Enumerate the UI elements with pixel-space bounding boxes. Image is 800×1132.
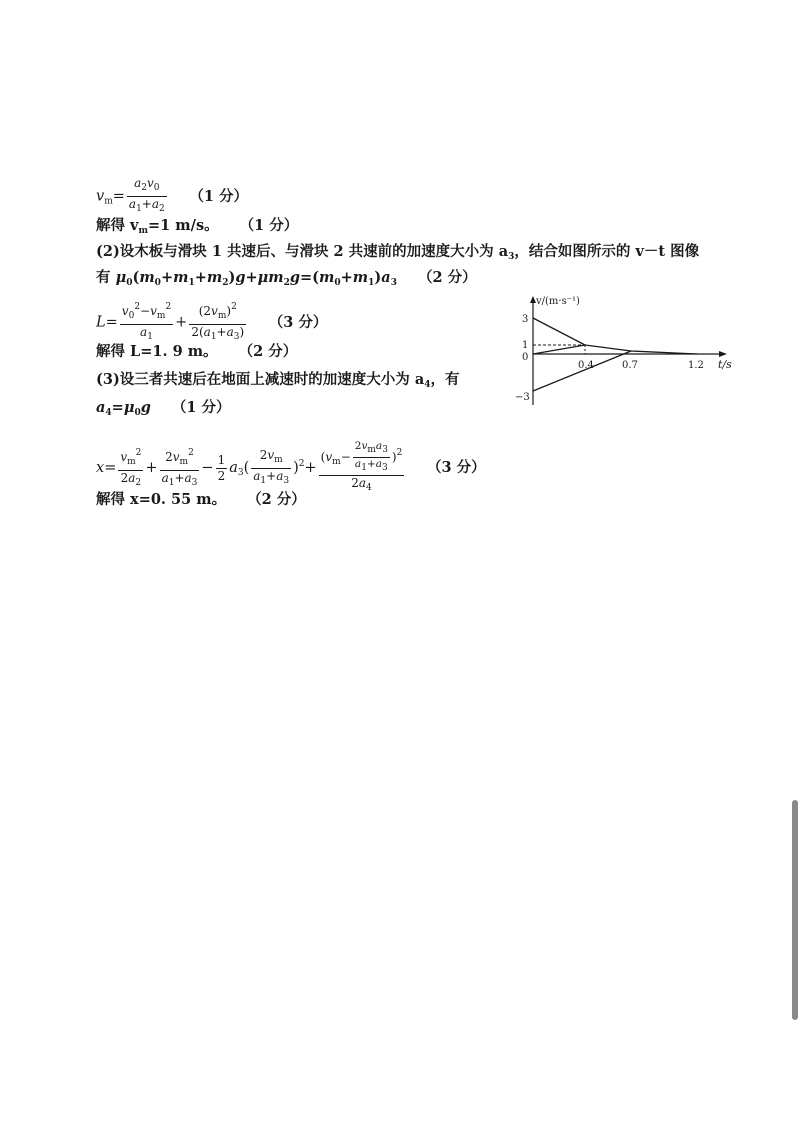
part2-text-tail: ，结合如图所示的 v－t 图像 bbox=[514, 243, 700, 260]
y-tick-0: 0 bbox=[522, 352, 529, 363]
line-slider-1 bbox=[533, 345, 585, 354]
part3-text: (3)设三者共速后在地面上减速时的加速度大小为 $a_4$，有 bbox=[96, 371, 460, 390]
a4-score: （1 分） bbox=[171, 399, 231, 416]
part2-text: (2)设木板与滑块 1 共速后、与滑块 2 共速前的加速度大小为 $a_3$，结合如图所示的 v－t 图像 bbox=[96, 243, 700, 262]
y-axis-label: v/(m·s⁻¹) bbox=[536, 296, 580, 307]
a4-equation: $a_4=\mu_0g$ （1 分） bbox=[96, 399, 231, 418]
x-axis-label: t/s bbox=[718, 358, 732, 371]
L-formula: L= $\frac{v_0^2-v_m^2}{a_1}$ + $\frac{(2v_m)^2}{2(a_1+a_3)}$ （3 分） bbox=[96, 300, 327, 345]
x-result-score: （2 分） bbox=[247, 491, 306, 508]
result-vm-text: 解得 v bbox=[96, 217, 139, 234]
L-result-score: （2 分） bbox=[238, 343, 298, 360]
y-tick-1: 1 bbox=[522, 340, 529, 351]
part2-eq-score: （2 分） bbox=[418, 269, 477, 286]
part2-equation: 有 $\mu_0(m_0+m_1+m_2)g+\mu m_2g=(m_0+m_1)a_3$ （2 分） bbox=[96, 269, 477, 288]
vt-graph bbox=[500, 290, 745, 410]
x-tick-0.7: 0.7 bbox=[622, 360, 638, 371]
result-vm: 解得 $v_m=1$ m/s。 （1 分） bbox=[96, 217, 299, 236]
L-formula-score: （3 分） bbox=[268, 313, 328, 331]
part3-text-body: (3)设三者共速后在地面上减速时的加速度大小为 a bbox=[96, 371, 425, 388]
x-formula-score: （3 分） bbox=[426, 459, 486, 476]
L-result-text: 解得 L=1. 9 m。 bbox=[96, 343, 218, 360]
part2-eq-prefix: 有 bbox=[96, 269, 111, 286]
x-tick-0.4: 0.4 bbox=[578, 360, 594, 371]
result-vm-score: （1 分） bbox=[239, 217, 299, 234]
line-board bbox=[533, 318, 585, 345]
x-result-text: 解得 x=0. 55 m。 bbox=[96, 491, 227, 508]
x-axis-arrow bbox=[719, 351, 727, 357]
result-vm-tail: =1 m/s。 bbox=[148, 217, 219, 234]
vm-formula-score: （1 分） bbox=[189, 187, 248, 205]
part2-text-body: (2)设木板与滑块 1 共速后、与滑块 2 共速前的加速度大小为 a bbox=[96, 243, 509, 260]
vm-formula: $v_m=$ $\frac{a_2v_0}{a_1+a_2}$ （1 分） bbox=[96, 176, 248, 217]
x-result bbox=[96, 490, 306, 510]
y-tick-neg3: −3 bbox=[515, 392, 530, 403]
x-formula: x= $\frac{v_m^2}{2a_2}$ + $\frac{2v_m^2}{a_1+a_3}$ − $\frac{1}{2}$ $a_3$( $\frac{2v_m}{a_1+a_3}$ )$^2$+ ($v_m-$ $\frac{\text{2vma3}}{a1+a3}$ )$^2$ $2a_4$ （3 分） bbox=[96, 440, 486, 496]
scrollbar[interactable] bbox=[792, 800, 798, 1020]
line-slider-2 bbox=[533, 351, 631, 391]
x-tick-1.2: 1.2 bbox=[688, 360, 704, 371]
line-common bbox=[585, 345, 631, 351]
L-result bbox=[96, 342, 297, 362]
y-tick-3: 3 bbox=[522, 314, 529, 325]
part3-text-tail: ，有 bbox=[430, 371, 460, 388]
